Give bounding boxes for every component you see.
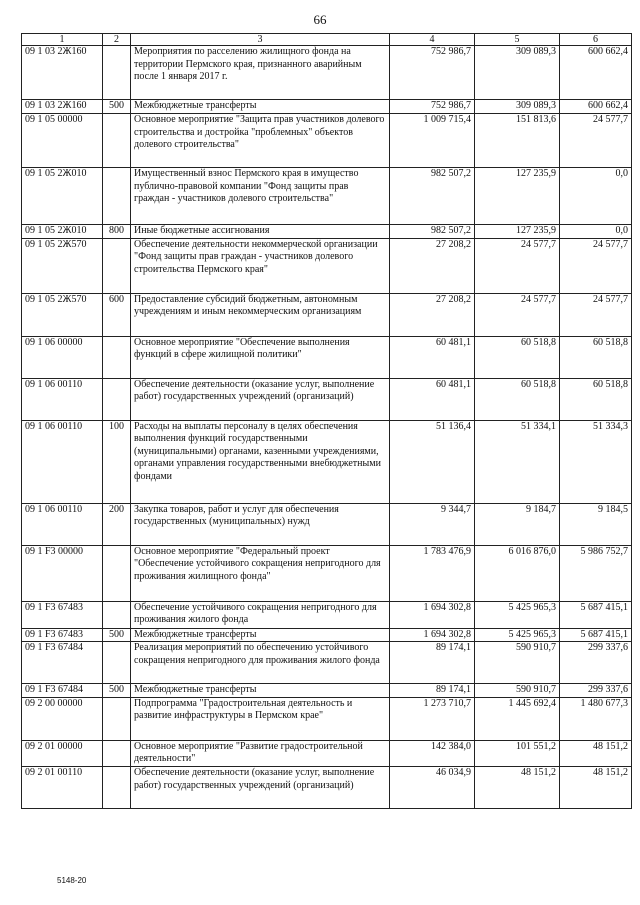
row-value-2020: 89 174,1: [390, 642, 475, 684]
row-code: 09 2 00 00000: [22, 697, 103, 740]
table-row: [22, 697, 632, 740]
row-value-2022: 5 986 752,7: [560, 545, 632, 601]
row-code: 09 1 05 00000: [22, 114, 103, 168]
row-value-2021: 5 425 965,3: [475, 601, 560, 628]
table-row: [22, 238, 632, 293]
row-name: Основное мероприятие "Обеспечение выполнения функций в сфере жилищной политики": [131, 336, 390, 378]
row-value-2021: 101 551,2: [475, 740, 560, 766]
row-value-2021: 24 577,7: [475, 238, 560, 293]
column-header: 4: [390, 34, 475, 46]
row-code: 09 1 06 00110: [22, 420, 103, 503]
table-row: [22, 293, 632, 336]
row-type: 500: [103, 684, 131, 698]
row-value-2021: 1 445 692,4: [475, 697, 560, 740]
row-value-2020: 46 034,9: [390, 766, 475, 808]
column-header: 3: [131, 34, 390, 46]
row-code: 09 1 03 2Ж160: [22, 46, 103, 100]
row-value-2021: 151 813,6: [475, 114, 560, 168]
row-type: 600: [103, 293, 131, 336]
row-type: 200: [103, 503, 131, 545]
row-value-2020: 752 986,7: [390, 46, 475, 100]
table-row: [22, 46, 632, 100]
row-type: [103, 46, 131, 100]
row-value-2022: 299 337,6: [560, 684, 632, 698]
row-code: 09 1 F3 00000: [22, 545, 103, 601]
column-header: 6: [560, 34, 632, 46]
row-value-2021: 6 016 876,0: [475, 545, 560, 601]
table-row: [22, 225, 632, 239]
row-name: Реализация мероприятий по обеспечению устойчивого сокращения непригодного для проживания жилого фонда: [131, 642, 390, 684]
row-value-2022: 5 687 415,1: [560, 601, 632, 628]
table-row: [22, 114, 632, 168]
row-value-2021: 48 151,2: [475, 766, 560, 808]
row-code: 09 1 F3 67483: [22, 628, 103, 642]
row-type: [103, 697, 131, 740]
row-value-2022: 9 184,5: [560, 503, 632, 545]
row-name: Обеспечение устойчивого сокращения непригодного для проживания жилого фонда: [131, 601, 390, 628]
row-value-2021: 51 334,1: [475, 420, 560, 503]
column-header: 5: [475, 34, 560, 46]
table-row: [22, 503, 632, 545]
row-value-2022: 24 577,7: [560, 114, 632, 168]
row-type: [103, 238, 131, 293]
row-name: Имущественный взнос Пермского края в имущество публично-правовой компании "Фонд защиты прав граждан - участников долевого строительства": [131, 168, 390, 225]
row-name: Обеспечение деятельности некоммерческой организации "Фонд защиты прав граждан - участников долевого строительства Пермского края": [131, 238, 390, 293]
row-value-2022: 48 151,2: [560, 766, 632, 808]
row-value-2022: 60 518,8: [560, 378, 632, 420]
row-value-2022: 0,0: [560, 168, 632, 225]
row-value-2022: 60 518,8: [560, 336, 632, 378]
row-type: 500: [103, 628, 131, 642]
table-row: [22, 336, 632, 378]
row-value-2022: 5 687 415,1: [560, 628, 632, 642]
row-code: 09 2 01 00000: [22, 740, 103, 766]
row-value-2020: 142 384,0: [390, 740, 475, 766]
row-value-2021: 60 518,8: [475, 378, 560, 420]
row-type: [103, 766, 131, 808]
row-value-2020: 60 481,1: [390, 378, 475, 420]
row-value-2020: 982 507,2: [390, 225, 475, 239]
row-type: 100: [103, 420, 131, 503]
row-value-2022: 1 480 677,3: [560, 697, 632, 740]
row-value-2021: 60 518,8: [475, 336, 560, 378]
row-value-2021: 127 235,9: [475, 168, 560, 225]
row-type: [103, 168, 131, 225]
table-row: [22, 545, 632, 601]
row-value-2022: 24 577,7: [560, 238, 632, 293]
row-value-2021: 590 910,7: [475, 642, 560, 684]
row-value-2021: 309 089,3: [475, 100, 560, 114]
row-type: [103, 336, 131, 378]
row-name: Основное мероприятие "Развитие градостроительной деятельности": [131, 740, 390, 766]
row-name: Предоставление субсидий бюджетным, автономным учреждениям и иным некоммерческим организациям: [131, 293, 390, 336]
row-code: 09 1 05 2Ж010: [22, 168, 103, 225]
table-row: [22, 420, 632, 503]
table-row: [22, 684, 632, 698]
row-value-2022: 24 577,7: [560, 293, 632, 336]
row-value-2022: 600 662,4: [560, 100, 632, 114]
row-name: Основное мероприятие "Федеральный проект "Обеспечение устойчивого сокращения непригодного для проживания жилищного фонда": [131, 545, 390, 601]
row-value-2020: 89 174,1: [390, 684, 475, 698]
row-code: 09 1 05 2Ж010: [22, 225, 103, 239]
row-value-2022: 299 337,6: [560, 642, 632, 684]
row-name: Закупка товаров, работ и услуг для обеспечения государственных (муниципальных) нужд: [131, 503, 390, 545]
row-value-2021: 9 184,7: [475, 503, 560, 545]
row-value-2022: 0,0: [560, 225, 632, 239]
row-value-2020: 1 009 715,4: [390, 114, 475, 168]
page-number: 66: [313, 12, 327, 27]
row-name: Мероприятия по расселению жилищного фонда на территории Пермского края, признанного аварийным после 1 января 2017 г.: [131, 46, 390, 100]
table-row: [22, 601, 632, 628]
row-name: Межбюджетные трансферты: [131, 628, 390, 642]
row-value-2020: 1 694 302,8: [390, 628, 475, 642]
row-code: 09 1 F3 67483: [22, 601, 103, 628]
row-code: 09 1 06 00110: [22, 503, 103, 545]
row-name: Межбюджетные трансферты: [131, 684, 390, 698]
row-type: 500: [103, 100, 131, 114]
row-name: Межбюджетные трансферты: [131, 100, 390, 114]
row-name: Обеспечение деятельности (оказание услуг, выполнение работ) государственных учреждений (организаций): [131, 766, 390, 808]
budget-table: [21, 33, 632, 809]
row-value-2020: 9 344,7: [390, 503, 475, 545]
table-row: [22, 642, 632, 684]
row-type: [103, 114, 131, 168]
row-code: 09 1 F3 67484: [22, 642, 103, 684]
row-value-2021: 590 910,7: [475, 684, 560, 698]
row-code: 09 2 01 00110: [22, 766, 103, 808]
column-header: 1: [22, 34, 103, 46]
row-value-2020: 982 507,2: [390, 168, 475, 225]
row-value-2021: 127 235,9: [475, 225, 560, 239]
row-name: Основное мероприятие "Защита прав участников долевого строительства и достройка "проблемных" объектов долевого строительства": [131, 114, 390, 168]
row-code: 09 1 05 2Ж570: [22, 238, 103, 293]
row-value-2020: 1 783 476,9: [390, 545, 475, 601]
table-row: [22, 628, 632, 642]
row-name: Обеспечение деятельности (оказание услуг, выполнение работ) государственных учреждений (организаций): [131, 378, 390, 420]
row-name: Иные бюджетные ассигнования: [131, 225, 390, 239]
row-value-2020: 27 208,2: [390, 238, 475, 293]
table-row: [22, 766, 632, 808]
header-row: [22, 34, 632, 46]
row-value-2020: 51 136,4: [390, 420, 475, 503]
row-value-2021: 5 425 965,3: [475, 628, 560, 642]
table-row: [22, 740, 632, 766]
table-row: [22, 168, 632, 225]
row-name: Расходы на выплаты персоналу в целях обеспечения выполнения функций государственными (муниципальными) органами, казенными учреждениями, органами управления государственными внебюджетными фондами: [131, 420, 390, 503]
row-type: [103, 601, 131, 628]
row-value-2021: 24 577,7: [475, 293, 560, 336]
row-type: [103, 740, 131, 766]
table-row: [22, 100, 632, 114]
row-code: 09 1 03 2Ж160: [22, 100, 103, 114]
column-header: 2: [103, 34, 131, 46]
row-code: 09 1 F3 67484: [22, 684, 103, 698]
row-type: [103, 545, 131, 601]
row-value-2020: 27 208,2: [390, 293, 475, 336]
row-code: 09 1 05 2Ж570: [22, 293, 103, 336]
row-type: 800: [103, 225, 131, 239]
table-row: [22, 378, 632, 420]
row-value-2020: 752 986,7: [390, 100, 475, 114]
row-value-2020: 1 694 302,8: [390, 601, 475, 628]
row-code: 09 1 06 00000: [22, 336, 103, 378]
row-value-2022: 48 151,2: [560, 740, 632, 766]
row-code: 09 1 06 00110: [22, 378, 103, 420]
row-type: [103, 642, 131, 684]
row-name: Подпрограмма "Градостроительная деятельность и развитие инфраструктуры в Пермском крае": [131, 697, 390, 740]
document-code: 5148-20: [57, 876, 87, 885]
row-value-2021: 309 089,3: [475, 46, 560, 100]
row-type: [103, 378, 131, 420]
row-value-2020: 1 273 710,7: [390, 697, 475, 740]
row-value-2020: 60 481,1: [390, 336, 475, 378]
row-value-2022: 51 334,3: [560, 420, 632, 503]
row-value-2022: 600 662,4: [560, 46, 632, 100]
